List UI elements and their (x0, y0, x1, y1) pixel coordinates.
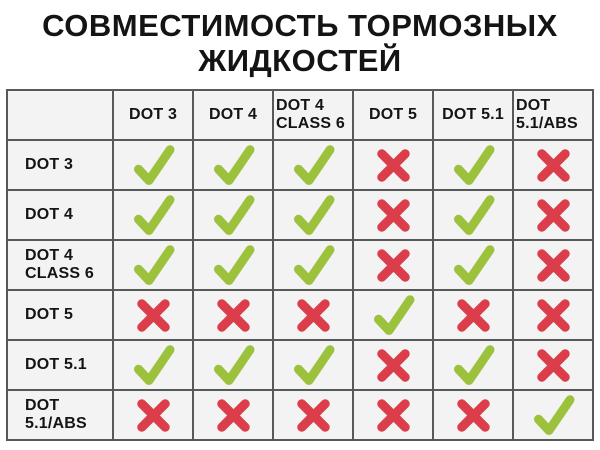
cross-icon (534, 346, 573, 385)
column-header-dot-5 (353, 90, 433, 140)
column-header-label: DOT 4 (208, 106, 258, 124)
row-header-label: DOT 4 (25, 206, 74, 224)
table-row-dot-3 (7, 140, 593, 190)
table-row-dot-4-class-6 (7, 240, 593, 290)
check-icon (131, 243, 176, 288)
column-header-dot-3 (113, 90, 193, 140)
cross-icon (534, 246, 573, 285)
cross-icon (374, 396, 413, 435)
row-header-dot-4-class-6 (7, 240, 113, 290)
column-header-label: DOT 3 (128, 106, 178, 124)
compat-cell (193, 140, 273, 190)
cross-icon (214, 296, 253, 335)
compat-cell (193, 190, 273, 240)
compat-cell (353, 390, 433, 440)
cross-icon (454, 396, 493, 435)
row-header-label: DOT 5.1/ABS (25, 397, 87, 433)
compat-cell (513, 190, 593, 240)
compat-cell (513, 290, 593, 340)
check-icon (531, 393, 576, 438)
compat-cell (273, 240, 353, 290)
compat-cell (433, 190, 513, 240)
compat-cell (113, 290, 193, 340)
check-icon (291, 143, 336, 188)
table-row-dot-5-1 (7, 340, 593, 390)
column-header-dot-4-class-6 (273, 90, 353, 140)
cross-icon (534, 296, 573, 335)
compat-cell (193, 340, 273, 390)
row-header-dot-3 (7, 140, 113, 190)
compat-cell (273, 190, 353, 240)
compat-cell (513, 240, 593, 290)
compat-cell (113, 190, 193, 240)
check-icon (451, 343, 496, 388)
row-header-label: DOT 3 (25, 156, 74, 174)
compat-cell (113, 390, 193, 440)
cross-icon (374, 346, 413, 385)
page-title: СОВМЕСТИМОСТЬ ТОРМОЗНЫХ ЖИДКОСТЕЙ (42, 8, 558, 78)
compat-cell (353, 290, 433, 340)
compat-cell (193, 390, 273, 440)
check-icon (371, 293, 416, 338)
table-row-dot-4 (7, 190, 593, 240)
row-header-dot-5 (7, 290, 113, 340)
compat-cell (513, 140, 593, 190)
cross-icon (134, 296, 173, 335)
row-header-dot-4 (7, 190, 113, 240)
compat-cell (273, 340, 353, 390)
cross-icon (374, 146, 413, 185)
check-icon (291, 193, 336, 238)
corner-cell (7, 90, 113, 140)
compat-cell (273, 290, 353, 340)
column-header-dot-5-1-abs (513, 90, 593, 140)
check-icon (451, 243, 496, 288)
check-icon (131, 143, 176, 188)
compat-cell (193, 240, 273, 290)
check-icon (131, 343, 176, 388)
compat-cell (433, 340, 513, 390)
column-header-label: DOT 5 (368, 106, 418, 124)
compat-cell (433, 240, 513, 290)
compat-cell (193, 290, 273, 340)
table-row-dot-5 (7, 290, 593, 340)
cross-icon (454, 296, 493, 335)
compat-cell (513, 390, 593, 440)
compat-cell (113, 340, 193, 390)
row-header-label: DOT 5 (25, 306, 74, 324)
cross-icon (134, 396, 173, 435)
column-header-dot-5-1 (433, 90, 513, 140)
compat-cell (513, 340, 593, 390)
table-row-dot-5-1-abs (7, 390, 593, 440)
check-icon (211, 243, 256, 288)
header-row (7, 90, 593, 140)
compat-cell (433, 140, 513, 190)
check-icon (211, 143, 256, 188)
compat-cell (353, 190, 433, 240)
cross-icon (294, 296, 333, 335)
cross-icon (214, 396, 253, 435)
compat-cell (113, 140, 193, 190)
compat-cell (433, 290, 513, 340)
column-header-label: DOT 4 CLASS 6 (276, 97, 345, 133)
column-header-label: DOT 5.1/ABS (516, 97, 578, 133)
check-icon (291, 243, 336, 288)
check-icon (131, 193, 176, 238)
row-header-dot-5-1-abs (7, 390, 113, 440)
table-body (7, 140, 593, 440)
table-header (7, 90, 593, 140)
row-header-label: DOT 5.1 (25, 356, 87, 374)
cross-icon (534, 146, 573, 185)
compat-cell (273, 140, 353, 190)
column-header-label: DOT 5.1 (442, 106, 504, 124)
cross-icon (534, 196, 573, 235)
column-header-dot-4 (193, 90, 273, 140)
row-header-label: DOT 4 CLASS 6 (25, 247, 94, 283)
compat-cell (113, 240, 193, 290)
cross-icon (374, 196, 413, 235)
check-icon (451, 193, 496, 238)
compat-cell (353, 240, 433, 290)
row-header-dot-5-1 (7, 340, 113, 390)
compatibility-table (6, 89, 594, 441)
check-icon (451, 143, 496, 188)
cross-icon (374, 246, 413, 285)
compat-cell (353, 140, 433, 190)
check-icon (211, 343, 256, 388)
check-icon (291, 343, 336, 388)
compat-cell (433, 390, 513, 440)
cross-icon (294, 396, 333, 435)
compat-cell (353, 340, 433, 390)
check-icon (211, 193, 256, 238)
compat-cell (273, 390, 353, 440)
